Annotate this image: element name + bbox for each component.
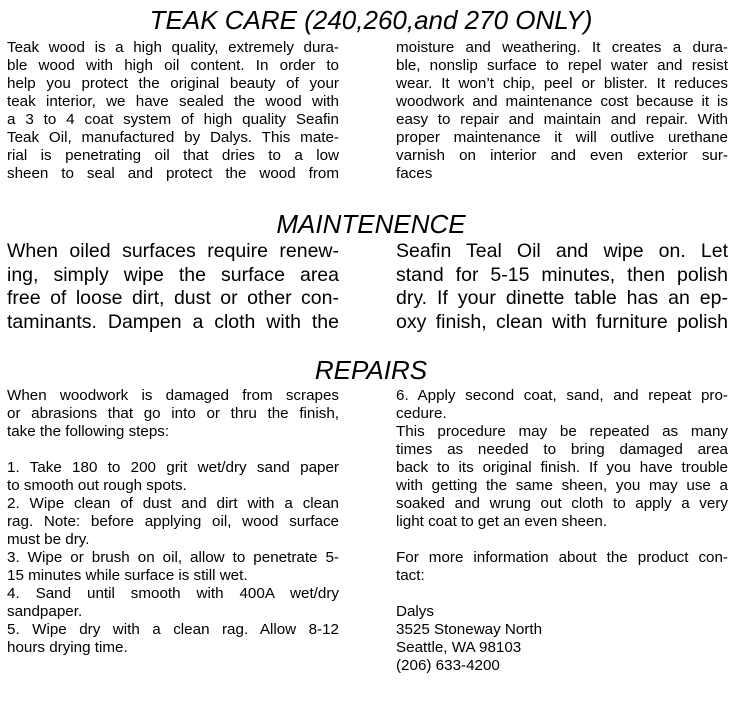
text-line: taminants. Dampen a cloth with the <box>7 310 339 333</box>
text-line: 3525 Stoneway North <box>396 621 543 638</box>
text-line: or abrasions that go into or thru the finish, <box>7 405 339 422</box>
maintenance-left-column <box>7 240 339 334</box>
text-line: back to its original finish. If you have trouble <box>396 459 728 476</box>
maintenance-title: MAINTENENCE <box>276 209 466 239</box>
text-line: 2. Wipe clean of dust and dirt with a clean <box>7 495 339 512</box>
teak-care-left-column <box>7 39 339 183</box>
text-line: tact: <box>396 567 425 584</box>
repairs-right-column <box>396 387 728 675</box>
text-line: ble, nonslip surface to repel water and resist <box>396 57 728 74</box>
repairs-title: REPAIRS <box>314 355 428 385</box>
text-line: 15 minutes while surface is still wet. <box>7 567 248 584</box>
text-line: rial is penetrating oil that dries to a low <box>7 147 339 164</box>
text-line: Seattle, WA 98103 <box>396 639 522 656</box>
text-line: rag. Note: before applying oil, wood surface <box>7 513 339 530</box>
text-line: teak interior, we have sealed the wood with <box>7 93 339 110</box>
teak-care-title: TEAK CARE (240,260,and 270 ONLY) <box>149 5 593 35</box>
text-line: woodwork and maintenance cost because it is <box>396 93 728 110</box>
text-line: stand for 5-15 minutes, then polish <box>396 263 728 286</box>
text-line: (206) 633-4200 <box>396 657 500 674</box>
text-line: faces <box>396 165 433 182</box>
text-line: sheen to seal and protect the wood from <box>7 165 339 182</box>
text-line: soaked and wrung out cloth to apply a very <box>396 495 728 512</box>
text-line: When oiled surfaces require renew- <box>7 240 339 262</box>
text-line: Teak wood is a high quality, extremely dura- <box>7 39 339 56</box>
text-line: oxy finish, clean with furniture polish <box>396 310 728 333</box>
text-line: a 3 to 4 coat system of high quality Seafin <box>7 111 339 128</box>
text-line: proper maintenance it will outlive urethane <box>396 129 728 146</box>
text-line: ble wood with high oil content. In order to <box>7 57 339 74</box>
text-line: dry. If your dinette table has an ep- <box>396 287 728 309</box>
text-line: When woodwork is damaged from scrapes <box>7 387 339 404</box>
text-line: Teak Oil, manufactured by Dalys. This mate- <box>7 129 339 146</box>
text-line: 6. Apply second coat, sand, and repeat pro- <box>396 387 728 404</box>
text-line: to smooth out rough spots. <box>7 477 187 494</box>
text-line: cedure. <box>396 405 447 422</box>
text-line: wear. It won’t chip, peel or blister. It reduces <box>396 75 728 92</box>
text-line: times as needed to bring damaged area <box>396 441 728 458</box>
text-line: hours drying time. <box>7 639 128 656</box>
text-line: with getting the same sheen, you may use a <box>396 477 728 494</box>
maintenance-right-column <box>396 240 728 334</box>
text-line <box>396 585 728 603</box>
text-line: 1. Take 180 to 200 grit wet/dry sand paper <box>7 459 339 476</box>
text-line: 3. Wipe or brush on oil, allow to penetrate 5- <box>7 549 339 566</box>
text-line: free of loose dirt, dust or other con- <box>7 287 339 309</box>
text-line: must be dry. <box>7 531 90 548</box>
text-line: easy to repair and maintain and repair. With <box>396 111 728 128</box>
text-line: varnish on interior and even exterior sur- <box>396 147 728 164</box>
text-line: light coat to get an even sheen. <box>396 513 608 530</box>
text-line <box>396 531 728 549</box>
text-line: help you protect the original beauty of your <box>7 75 339 92</box>
text-line: sandpaper. <box>7 603 83 620</box>
text-line: ing, simply wipe the surface area <box>7 263 339 286</box>
text-line: 5. Wipe dry with a clean rag. Allow 8-12 <box>7 621 339 638</box>
text-line: 4. Sand until smooth with 400A wet/dry <box>7 585 339 602</box>
text-line <box>7 441 339 459</box>
text-line: Dalys <box>396 603 434 620</box>
text-line: This procedure may be repeated as many <box>396 423 728 440</box>
repairs-left-column <box>7 387 339 657</box>
text-line: take the following steps: <box>7 423 170 440</box>
teak-care-right-column <box>396 39 728 183</box>
text-line: For more information about the product con- <box>396 549 728 566</box>
text-line: Seafin Teal Oil and wipe on. Let <box>396 240 728 262</box>
text-line: moisture and weathering. It creates a dura- <box>396 39 728 56</box>
